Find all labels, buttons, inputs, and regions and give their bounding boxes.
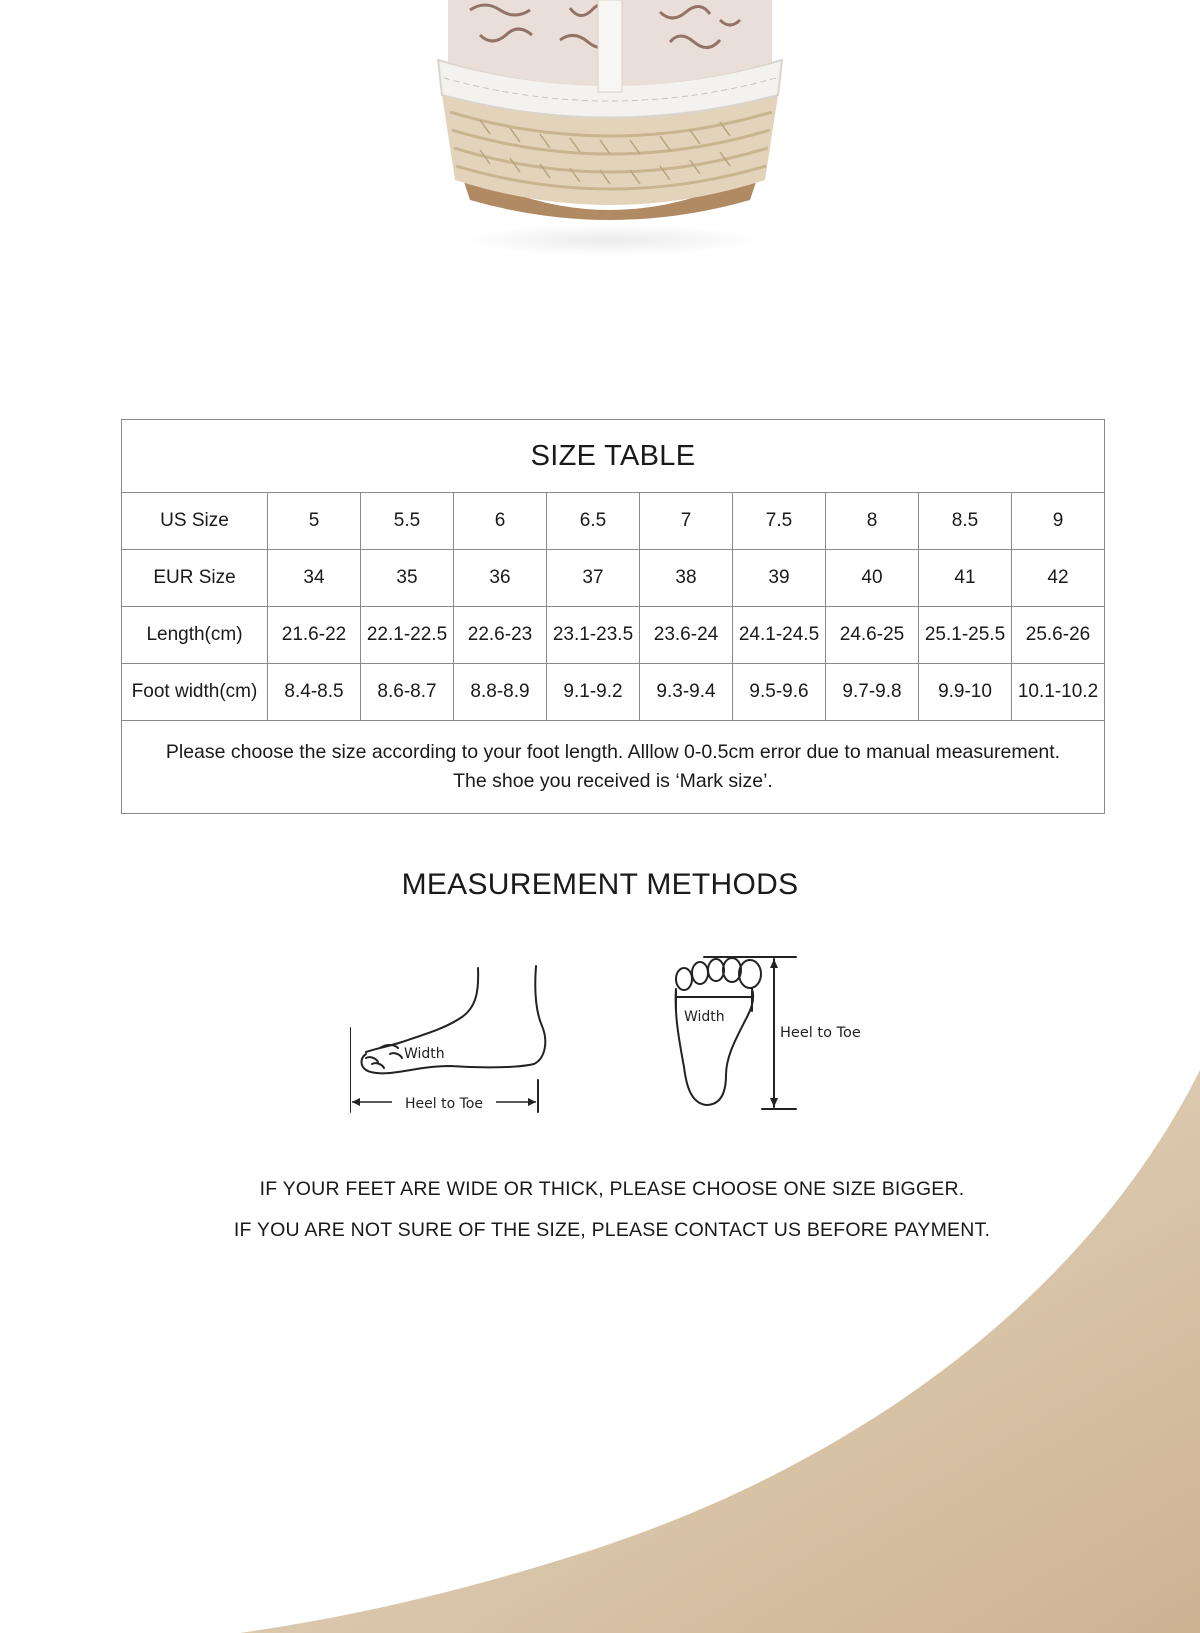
table-cell: 36: [454, 550, 547, 607]
table-row-length: [122, 607, 1105, 664]
sole-length-label: Heel to Toe: [780, 1025, 861, 1041]
table-row-us-size: [122, 493, 1105, 550]
shoe-photo: [420, 0, 800, 260]
table-cell: 9: [1012, 493, 1105, 550]
table-cell: 6: [454, 493, 547, 550]
note-line-foot-length: Please choose the size according to your foot length. Alllow 0-0.5cm error due to manual measurement.: [165, 741, 1061, 763]
sole-width-label: Width: [684, 1009, 725, 1025]
table-cell: 40: [826, 550, 919, 607]
table-cell: 8.8-8.9: [454, 664, 547, 721]
side-length-label: Heel to Toe: [405, 1096, 483, 1112]
table-cell: 8.6-8.7: [361, 664, 454, 721]
table-cell: 9.9-10: [919, 664, 1012, 721]
size-table-note: [122, 721, 1105, 814]
table-cell: 7.5: [733, 493, 826, 550]
table-cell: 9.5-9.6: [733, 664, 826, 721]
table-cell: 9.1-9.2: [547, 664, 640, 721]
row-label-length: Length(cm): [122, 607, 268, 664]
table-cell: 9.7-9.8: [826, 664, 919, 721]
side-width-label: Width: [404, 1046, 445, 1062]
table-cell: 10.1-10.2: [1012, 664, 1105, 721]
size-table: [121, 419, 1105, 814]
table-cell: 34: [268, 550, 361, 607]
table-cell: 5: [268, 493, 361, 550]
table-cell: 38: [640, 550, 733, 607]
table-cell: 41: [919, 550, 1012, 607]
table-cell: 5.5: [361, 493, 454, 550]
table-cell: 23.6-24: [640, 607, 733, 664]
table-cell: 25.1-25.5: [919, 607, 1012, 664]
tip-contact-before-payment: IF YOU ARE NOT SURE OF THE SIZE, PLEASE CONTACT US BEFORE PAYMENT.: [233, 1219, 991, 1241]
note-line-mark-size: The shoe you received is ‘Mark size’.: [453, 770, 773, 792]
size-table-title: SIZE TABLE: [122, 420, 1105, 493]
table-row-eur-size: [122, 550, 1105, 607]
table-cell: 39: [733, 550, 826, 607]
table-cell: 8.4-8.5: [268, 664, 361, 721]
foot-side-view-diagram: [350, 962, 560, 1122]
table-cell: 9.3-9.4: [640, 664, 733, 721]
row-label-foot-width: Foot width(cm): [122, 664, 268, 721]
row-label-us-size: US Size: [122, 493, 268, 550]
table-cell: 37: [547, 550, 640, 607]
table-row-foot-width: [122, 664, 1105, 721]
measurement-methods-title: MEASUREMENT METHODS: [401, 868, 799, 901]
table-cell: 25.6-26: [1012, 607, 1105, 664]
table-cell: 8: [826, 493, 919, 550]
table-cell: 23.1-23.5: [547, 607, 640, 664]
table-cell: 7: [640, 493, 733, 550]
table-cell: 8.5: [919, 493, 1012, 550]
foot-sole-view-diagram: [670, 955, 910, 1115]
table-cell: 35: [361, 550, 454, 607]
table-cell: 6.5: [547, 493, 640, 550]
table-cell: 22.1-22.5: [361, 607, 454, 664]
tip-wide-feet: IF YOUR FEET ARE WIDE OR THICK, PLEASE CHOOSE ONE SIZE BIGGER.: [259, 1178, 965, 1200]
row-label-eur-size: EUR Size: [122, 550, 268, 607]
table-cell: 22.6-23: [454, 607, 547, 664]
table-cell: 21.6-22: [268, 607, 361, 664]
table-cell: 24.6-25: [826, 607, 919, 664]
table-cell: 42: [1012, 550, 1105, 607]
table-cell: 24.1-24.5: [733, 607, 826, 664]
